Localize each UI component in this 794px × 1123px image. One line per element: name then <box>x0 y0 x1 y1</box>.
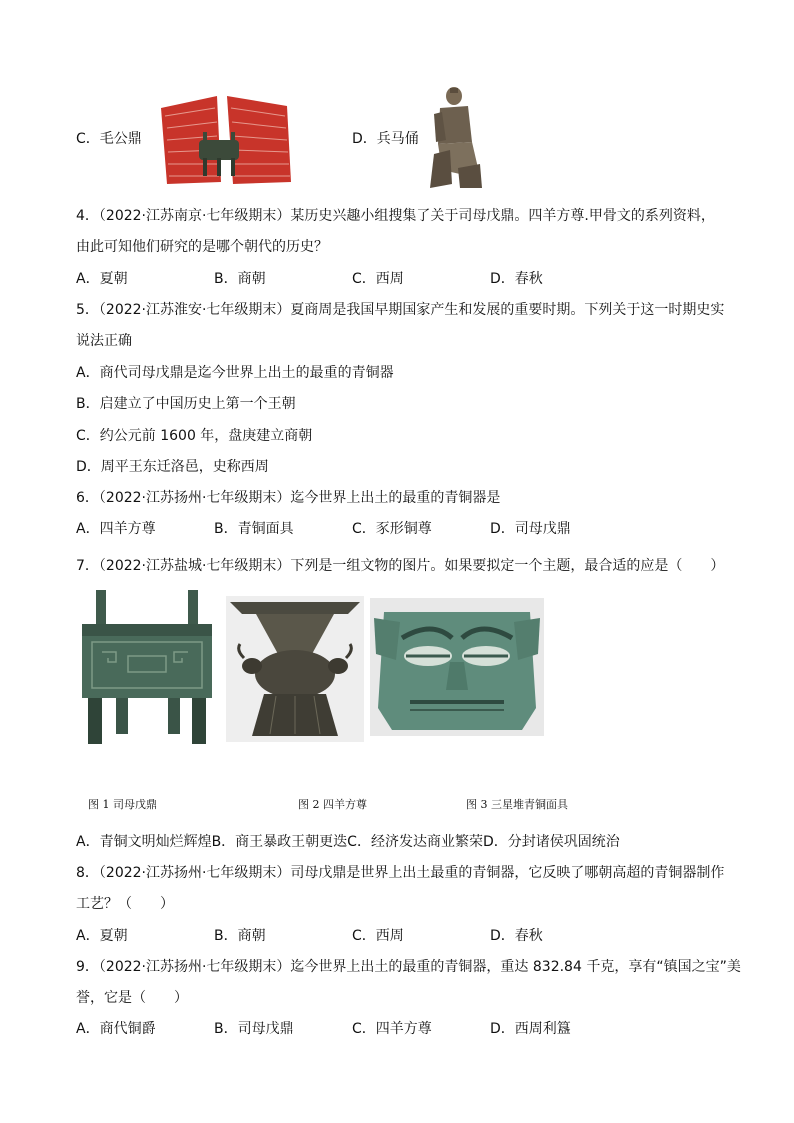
q4-option-b: B．商朝 <box>214 271 266 287</box>
simuwu-ding-image <box>78 590 216 746</box>
q6-option-b: B．青铜面具 <box>214 521 294 537</box>
q3-option-d: D．兵马俑 <box>352 131 419 147</box>
q5-stem-line2: 说法正确 <box>76 333 132 349</box>
q5-option-d: D．周平王东迁洛邑，史称西周 <box>76 459 269 475</box>
q5-option-c: C．约公元前 1600 年，盘庚建立商朝 <box>76 428 313 444</box>
sanxingdui-mask-image <box>370 598 544 736</box>
figure1-caption: 图 1 司母戊鼎 <box>88 798 157 811</box>
q4-option-c: C．西周 <box>352 271 404 287</box>
q7-stem: 7．（2022·江苏盐城·七年级期末）下列是一组文物的图片。如果要拟定一个主题，最合适的应是（ ） <box>76 558 725 574</box>
q5-option-a: A．商代司母戊鼎是迄今世界上出土的最重的青铜器 <box>76 365 394 381</box>
q9-stem-line2: 誉，它是（ ） <box>76 990 188 1006</box>
q4-option-a: A．夏朝 <box>76 271 128 287</box>
q6-option-c: C．豕形铜尊 <box>352 521 432 537</box>
figure2-caption: 图 2 四羊方尊 <box>298 798 367 811</box>
terracotta-warrior-image <box>420 84 484 192</box>
q4-option-d: D．春秋 <box>490 271 543 287</box>
q9-option-a: A．商代铜爵 <box>76 1021 156 1037</box>
q6-option-a: A．四羊方尊 <box>76 521 156 537</box>
q9-option-c: C．四羊方尊 <box>352 1021 432 1037</box>
q9-stem-line1: 9．（2022·江苏扬州·七年级期末）迄今世界上出土的最重的青铜器，重达 832.84 千克，享有“镇国之宝”美 <box>76 959 741 975</box>
q6-option-d: D．司母戊鼎 <box>490 521 571 537</box>
q5-option-b: B．启建立了中国历史上第一个王朝 <box>76 396 296 412</box>
q8-option-c: C．西周 <box>352 928 404 944</box>
maogong-ding-image <box>155 86 295 188</box>
q9-option-d: D．西周利簋 <box>490 1021 571 1037</box>
q9-option-b: B．司母戊鼎 <box>214 1021 294 1037</box>
q7-options: A．青铜文明灿烂辉煌B．商王暴政王朝更迭C．经济发达商业繁荣D．分封诸侯巩固统治 <box>76 834 620 850</box>
q8-option-d: D．春秋 <box>490 928 543 944</box>
q3-option-c: C．毛公鼎 <box>76 131 142 147</box>
q8-stem-line1: 8．（2022·江苏扬州·七年级期末）司母戊鼎是世界上出土最重的青铜器，它反映了哪朝高超的青铜器制作 <box>76 865 725 881</box>
q5-stem-line1: 5．（2022·江苏淮安·七年级期末）夏商周是我国早期国家产生和发展的重要时期。下列关于这一时期史实 <box>76 302 725 318</box>
siyang-fangzun-image <box>226 596 364 742</box>
figure3-caption: 图 3 三星堆青铜面具 <box>466 798 568 811</box>
q8-option-a: A．夏朝 <box>76 928 128 944</box>
q8-stem-line2: 工艺？（ ） <box>76 896 174 912</box>
q4-stem-line1: 4．（2022·江苏南京·七年级期末）某历史兴趣小组搜集了关于司母戊鼎。四羊方尊.甲骨文的系列资料， <box>76 208 715 224</box>
q8-option-b: B．商朝 <box>214 928 266 944</box>
q4-stem-line2: 由此可知他们研究的是哪个朝代的历史？ <box>76 239 328 255</box>
q6-stem: 6．（2022·江苏扬州·七年级期末）迄今世界上出土的最重的青铜器是 <box>76 490 501 506</box>
